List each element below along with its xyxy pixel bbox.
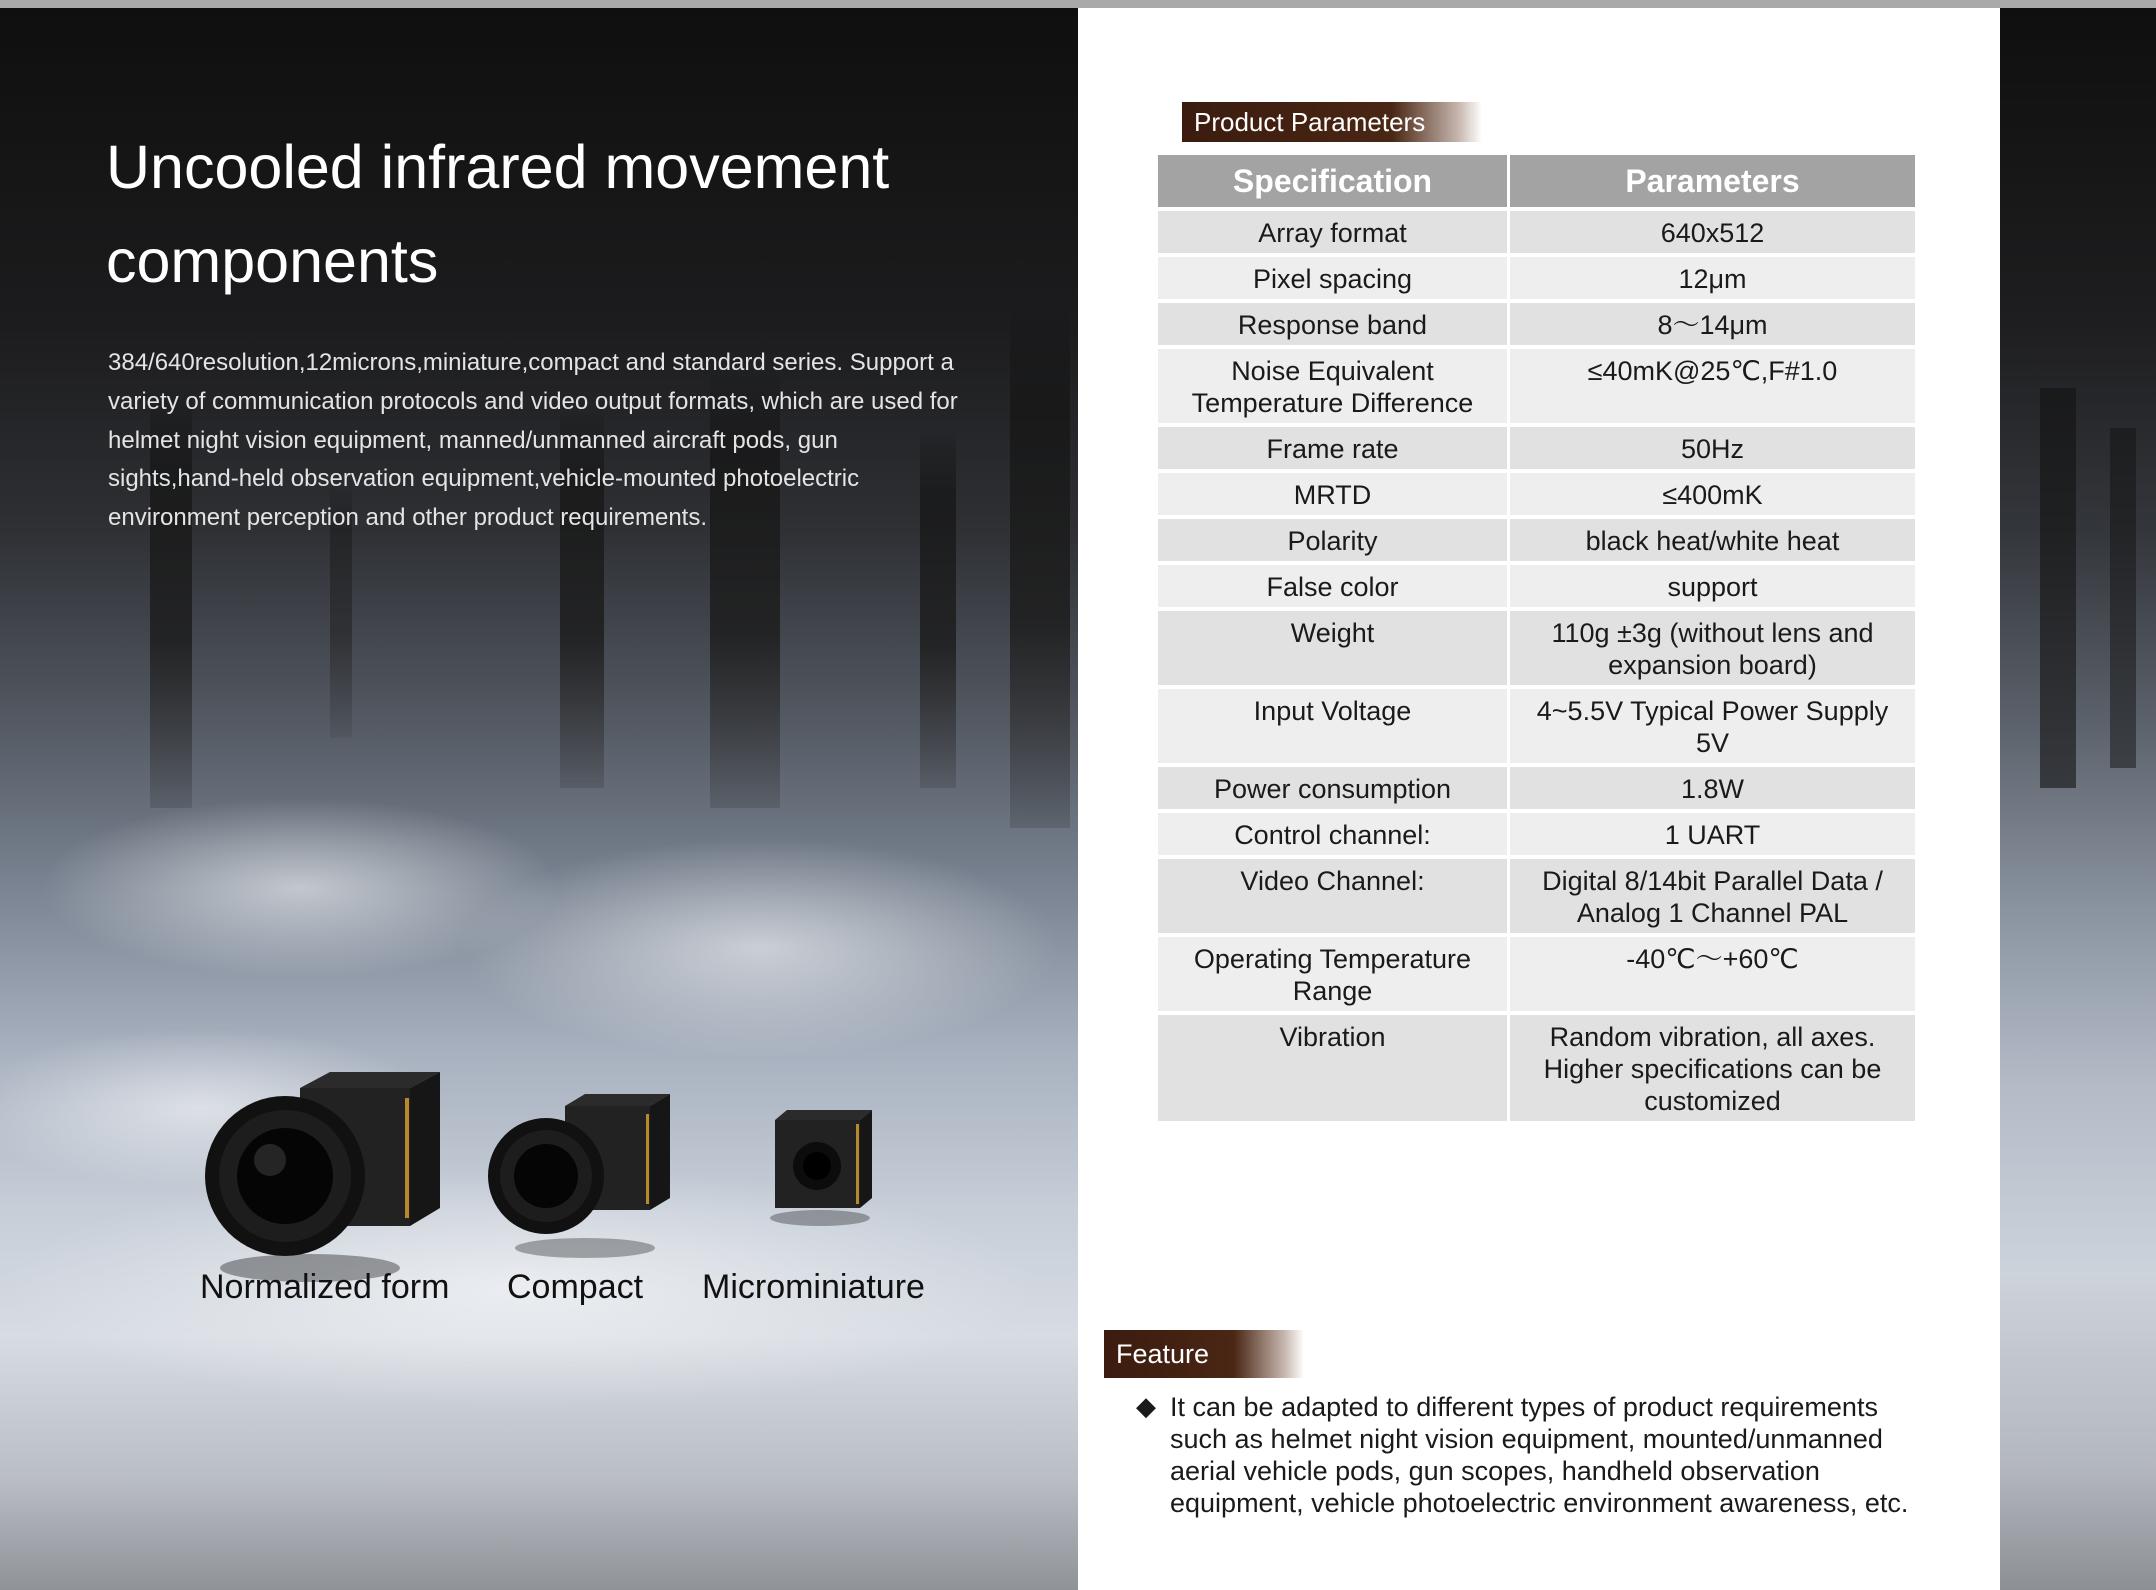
- spec-cell: False color: [1158, 565, 1510, 607]
- table-row: [1158, 859, 1915, 933]
- table-row: [1158, 257, 1915, 299]
- microminiature-camera-image: [770, 1110, 872, 1226]
- table-row: [1158, 303, 1915, 345]
- value-cell: 12μm: [1510, 257, 1915, 299]
- compact-camera-image: [488, 1094, 670, 1258]
- value-cell: support: [1510, 565, 1915, 607]
- top-border: [0, 0, 2156, 8]
- normalized-form-camera-image: [205, 1072, 440, 1282]
- value-cell: 8～14μm: [1510, 303, 1915, 345]
- table-row: [1158, 427, 1915, 469]
- spec-cell: Vibration: [1158, 1015, 1510, 1121]
- table-row: [1158, 349, 1915, 423]
- spec-cell: Control channel:: [1158, 813, 1510, 855]
- product-label-microminiature: Microminiature: [702, 1268, 925, 1306]
- table-row: [1158, 473, 1915, 515]
- table-row: [1158, 767, 1915, 809]
- feature-text: It can be adapted to different types of product requirements such as helmet night vision equipment, mounted/unmanned aerial vehicle pods, gun scopes, handheld observation equipment, vehicle photoelectric environment awareness, etc.: [1170, 1392, 1909, 1518]
- product-label-normalized-form: Normalized form: [200, 1268, 450, 1306]
- spec-cell: Power consumption: [1158, 767, 1510, 809]
- product-parameters-tag: Product Parameters: [1182, 102, 1482, 142]
- header-specification: Specification: [1158, 155, 1510, 207]
- value-cell: 110g ±3g (without lens and expansion board): [1510, 611, 1915, 685]
- right-background-strip: [2000, 8, 2156, 1590]
- parameters-table: [1158, 151, 1915, 1125]
- spec-cell: Pixel spacing: [1158, 257, 1510, 299]
- table-row: [1158, 519, 1915, 561]
- table-row: [1158, 611, 1915, 685]
- spec-cell: Polarity: [1158, 519, 1510, 561]
- spec-cell: Response band: [1158, 303, 1510, 345]
- value-cell: Random vibration, all axes. Higher specifications can be customized: [1510, 1015, 1915, 1121]
- table-row: [1158, 813, 1915, 855]
- table-row: [1158, 211, 1915, 253]
- header-parameters: Parameters: [1510, 155, 1915, 207]
- spec-cell: Array format: [1158, 211, 1510, 253]
- spec-cell: Video Channel:: [1158, 859, 1510, 933]
- value-cell: -40℃～+60℃: [1510, 937, 1915, 1011]
- table-row: [1158, 689, 1915, 763]
- diamond-bullet-icon: ◆: [1136, 1391, 1156, 1421]
- table-header-row: [1158, 155, 1915, 207]
- spec-page: [1078, 8, 2000, 1590]
- value-cell: ≤40mK@25℃,F#1.0: [1510, 349, 1915, 423]
- spec-cell: Noise Equivalent Temperature Difference: [1158, 349, 1510, 423]
- spec-cell: MRTD: [1158, 473, 1510, 515]
- product-label-compact: Compact: [507, 1268, 644, 1306]
- feature-tag: Feature: [1104, 1330, 1304, 1378]
- value-cell: Digital 8/14bit Parallel Data / Analog 1 Channel PAL: [1510, 859, 1915, 933]
- product-description: 384/640resolution,12microns,miniature,compact and standard series. Support a variety of communication protocols and video output formats, which are used for helmet night vision equipment, manned/unmanned aircraft pods, gun sights,hand-held observation equipment,vehicle-mounted photoelectric environment perception and other product requirements.: [108, 349, 958, 532]
- table-row: [1158, 565, 1915, 607]
- page-title: Uncooled infrared movement components: [106, 133, 890, 295]
- table-row: [1158, 1015, 1915, 1121]
- spec-cell: Weight: [1158, 611, 1510, 685]
- value-cell: black heat/white heat: [1510, 519, 1915, 561]
- value-cell: 4~5.5V Typical Power Supply 5V: [1510, 689, 1915, 763]
- left-panel: [0, 8, 1078, 1590]
- spec-cell: Operating Temperature Range: [1158, 937, 1510, 1011]
- value-cell: 1.8W: [1510, 767, 1915, 809]
- value-cell: 1 UART: [1510, 813, 1915, 855]
- spec-cell: Frame rate: [1158, 427, 1510, 469]
- value-cell: 50Hz: [1510, 427, 1915, 469]
- spec-cell: Input Voltage: [1158, 689, 1510, 763]
- right-forest-background: [2000, 8, 2156, 1590]
- value-cell: ≤400mK: [1510, 473, 1915, 515]
- table-row: [1158, 937, 1915, 1011]
- value-cell: 640x512: [1510, 211, 1915, 253]
